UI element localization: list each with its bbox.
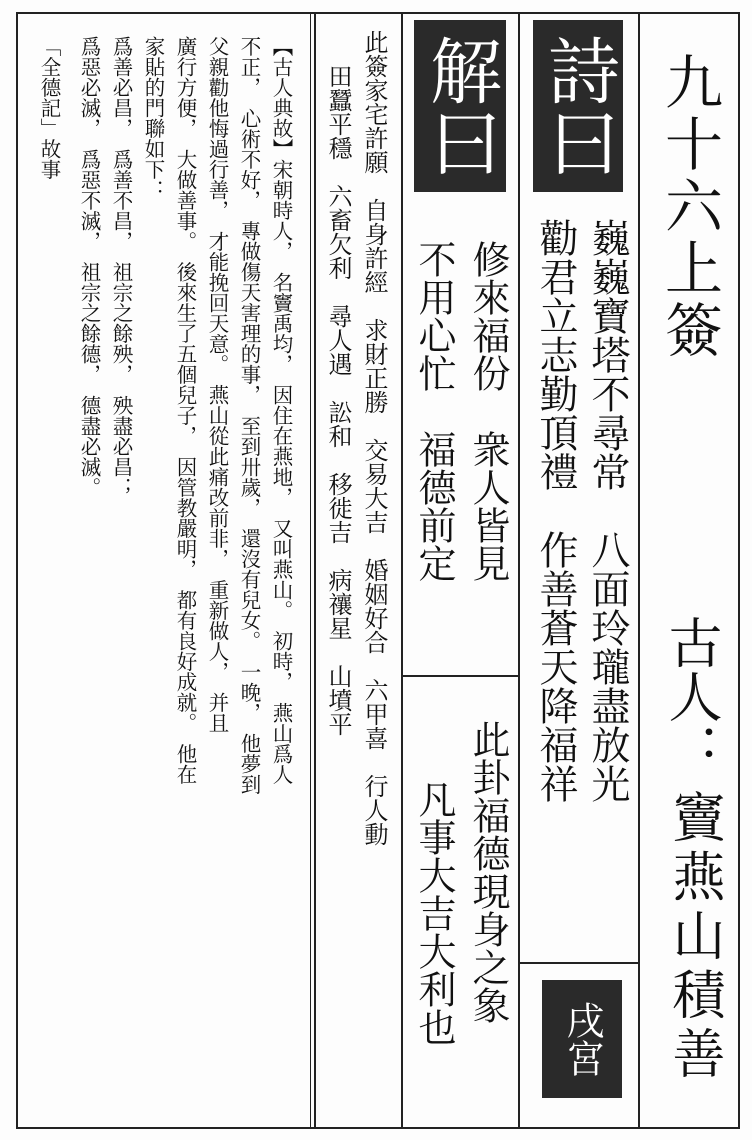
summary-line-2: 凡事大吉大利也 <box>412 780 456 1046</box>
frame-left-border <box>16 12 18 1129</box>
story-line-8: 「全德記」故事 <box>37 36 61 180</box>
divider-title-column <box>638 12 640 1129</box>
person-name: 竇燕山積善 <box>664 790 725 1085</box>
explain-heading-box <box>414 20 506 192</box>
poem-line-2: 勸君立志勤頂禮 作善蒼天降福祥 <box>533 218 578 803</box>
divider-poem-palace <box>520 962 638 964</box>
frame-top-border <box>16 12 740 14</box>
explain-heading: 解曰 <box>418 34 502 178</box>
explain-line-2: 不用心忙 福德前定 <box>412 240 456 582</box>
prediction-line-2: 田蠶平穩 六畜欠利 尋人遇 訟和 移徙吉 病禳星 山墳平 <box>324 64 352 736</box>
story-line-4: 廣行方便， 大做善事。 後來生了五個兒子， 因管教嚴明， 都有良好成就。 他在 <box>173 36 197 785</box>
story-line-7: 爲惡必滅， 爲惡不滅， 祖宗之餘德， 德盡必滅。 <box>77 36 101 498</box>
story-line-6: 爲善必昌， 爲善不昌， 祖宗之餘殃， 殃盡必昌； <box>109 36 133 498</box>
slip-number-title: 九十六上簽 <box>655 52 723 362</box>
story-line-2: 不正， 心術不好， 專做傷天害理的事， 至到卅歲， 還沒有兒女。 一晚， 他夢到 <box>237 36 261 795</box>
palace-box <box>542 980 622 1098</box>
frame-right-border <box>738 12 740 1129</box>
divider-explain-column <box>401 12 403 1129</box>
prediction-line-1: 此簽家宅許願 自身許經 求財正勝 交易大吉 婚姻好合 六甲喜 行人動 <box>360 30 388 846</box>
frame-bottom-border <box>16 1127 740 1129</box>
story-line-5: 家貼的門聯如下： <box>141 36 165 200</box>
divider-explain-summary <box>403 675 518 677</box>
divider-story-column <box>310 12 311 1129</box>
poem-heading-box <box>533 20 623 192</box>
story-line-1: 【古人典故】宋朝時人， 名竇禹均， 因住在燕地， 又叫燕山。 初時， 燕山爲人 <box>269 36 293 785</box>
person-label: 古人： <box>660 615 723 777</box>
poem-heading: 詩曰 <box>536 34 620 178</box>
summary-line-1: 此卦福德現身之象 <box>466 720 510 1024</box>
divider-prediction-column <box>314 12 316 1129</box>
poem-line-1: 巍巍寶塔不尋常 八面玲瓏盡放光 <box>585 218 630 803</box>
story-line-3: 父親勸他悔過行善， 才能挽回天意。 燕山從此痛改前非， 重新做人， 并且 <box>205 36 229 733</box>
palace-label: 戌宮 <box>560 1001 604 1077</box>
explain-line-1: 修來福份 衆人皆見 <box>466 240 510 582</box>
